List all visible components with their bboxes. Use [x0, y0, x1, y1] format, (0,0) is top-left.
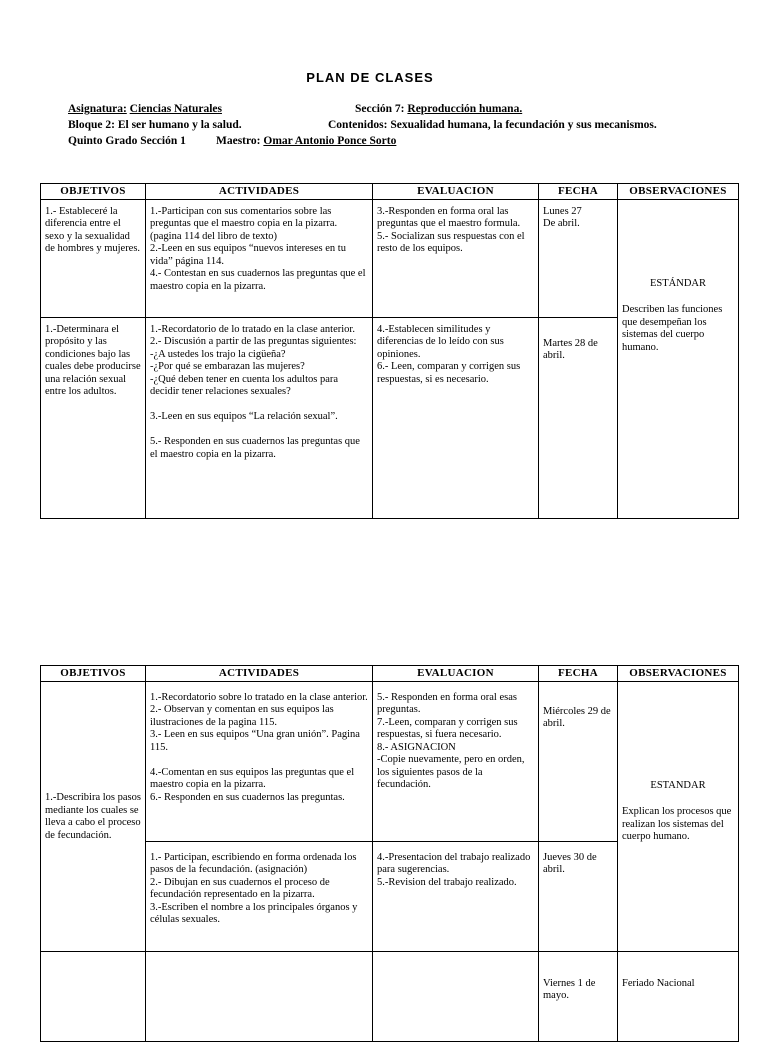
bloque-value: El ser humano y la salud. — [117, 119, 242, 131]
col-actividades: ACTIVIDADES — [146, 666, 373, 682]
observaciones-cell: Feriado Nacional — [618, 951, 739, 1041]
seccion-line — [355, 102, 522, 116]
maestro-line — [216, 134, 396, 148]
fecha-cell: Miércoles 29 de abril. — [539, 681, 618, 841]
col-observaciones: OBSERVACIONES — [618, 184, 739, 200]
observaciones-cell — [618, 681, 739, 951]
table-row — [41, 199, 739, 317]
col-fecha: FECHA — [539, 184, 618, 200]
grado-line — [68, 134, 186, 148]
col-evaluacion: EVALUACION — [373, 184, 539, 200]
col-actividades: ACTIVIDADES — [146, 184, 373, 200]
page-title: PLAN DE CLASES — [306, 70, 434, 85]
contenidos-label: Contenidos: — [328, 119, 388, 131]
contenidos-value: Sexualidad humana, la fecundación y sus mecanismos. — [390, 119, 657, 131]
fecha-cell: Viernes 1 de mayo. — [539, 951, 618, 1041]
evaluacion-cell: 3.-Responden en forma oral las preguntas que el maestro formula. 5.- Socializan sus respuestas con el resto de los equipos. — [373, 199, 539, 317]
table-row — [41, 681, 739, 841]
col-evaluacion: EVALUACION — [373, 666, 539, 682]
table-row — [41, 951, 739, 1041]
seccion-label: Sección 7: — [355, 103, 405, 115]
estandar-text: Describen las funciones que desempeñan los sistemas del cuerpo humano. — [622, 304, 723, 353]
fecha-cell: Martes 28 de abril. — [539, 317, 618, 518]
table-header-row — [41, 184, 739, 200]
objetivo-text: 1.-Describira los pasos mediante los cuales se lleva a cabo el proceso de fecundación. — [45, 792, 141, 841]
col-observaciones: OBSERVACIONES — [618, 666, 739, 682]
evaluacion-cell — [373, 951, 539, 1041]
fecha-cell: Jueves 30 de abril. — [539, 841, 618, 951]
objetivo-cell: 1.- Estableceré la diferencia entre el sexo y la sexualidad de hombres y mujeres. — [41, 199, 146, 317]
actividades-cell: 1.-Participan con sus comentarios sobre las preguntas que el maestro copia en la pizarra. (pagina 114 del libro de texto) 2.-Leen en sus equipos “nuevos intereses en tu vida” página 114. 4.- Contestan en sus cuadernos las preguntas que el maestro copia en la pizarra. — [146, 199, 373, 317]
bloque-line — [68, 118, 242, 132]
seccion-value: Reproducción humana. — [407, 103, 523, 115]
col-fecha: FECHA — [539, 666, 618, 682]
maestro-value: Omar Antonio Ponce Sorto — [263, 135, 397, 147]
evaluacion-cell: 4.-Presentacion del trabajo realizado para sugerencias. 5.-Revision del trabajo realizado. — [373, 841, 539, 951]
actividades-cell: 1.- Participan, escribiendo en forma ordenada los pasos de la fecundación. (asignación) 2.- Dibujan en sus cuadernos el proceso de fecundación representado en la pizarra. 3.-Escriben el nombre a los principales órganos y células sexuales. — [146, 841, 373, 951]
asignatura-value: Ciencias Naturales — [129, 103, 222, 115]
actividades-cell: 1.-Recordatorio sobre lo tratado en la clase anterior. 2.- Observan y comentan en sus equipos las ilustraciones de la pagina 115. 3.- Leen en sus equipos “Una gran unión”. Pagina 115. 4.-Comentan en sus equipos las preguntas que el maestro copia en la pizarra. 6.- Responden en sus cuadernos las preguntas. — [146, 681, 373, 841]
estandar-title: ESTÁNDAR — [649, 277, 706, 289]
evaluacion-cell: 4.-Establecen similitudes y diferencias de lo leído con sus opiniones. 6.- Leen, comparan y corrigen sus respuestas, si es necesario. — [373, 317, 539, 518]
table-header-row — [41, 666, 739, 682]
contenidos-line — [328, 118, 657, 132]
evaluacion-cell: 5.- Responden en forma oral esas preguntas. 7.-Leen, comparan y corrigen sus respuestas, si fuera necesario. 8.- ASIGNACION -Copie nuevamente, pero en orden, los siguientes pasos de la fecundación. — [373, 681, 539, 841]
objetivo-cell: 1.-Determinara el propósito y las condiciones bajo las cuales debe producirse una relación sexual entre los adultos. — [41, 317, 146, 518]
asignatura-line — [68, 102, 222, 116]
maestro-label: Maestro: — [216, 135, 261, 147]
asignatura-label: Asignatura: — [68, 103, 127, 115]
bloque-label: Bloque 2: — [68, 119, 115, 131]
lesson-table-1 — [40, 183, 739, 519]
observaciones-cell — [618, 199, 739, 518]
col-objetivos: OBJETIVOS — [41, 184, 146, 200]
actividades-cell — [146, 951, 373, 1041]
col-objetivos: OBJETIVOS — [41, 666, 146, 682]
estandar-title: ESTANDAR — [650, 779, 706, 791]
objetivo-cell — [41, 681, 146, 951]
actividades-cell: 1.-Recordatorio de lo tratado en la clase anterior. 2.- Discusión a partir de las preguntas siguientes: -¿A ustedes los trajo la cigüeña? -¿Por qué se embarazan las mujeres? -¿Qué deben tener en cuenta los adultos para decidir tener relaciones sexuales? 3.-Leen en sus equipos “La relación sexual”. 5.- Responden en sus cuadernos las preguntas que el maestro copia en la pizarra. — [146, 317, 373, 518]
grado-text: Quinto Grado Sección 1 — [68, 135, 186, 147]
lesson-table-2 — [40, 665, 739, 1042]
estandar-text: Explican los procesos que realizan los sistemas del cuerpo humano. — [622, 806, 732, 842]
fecha-cell: Lunes 27 De abril. — [539, 199, 618, 317]
objetivo-cell — [41, 951, 146, 1041]
